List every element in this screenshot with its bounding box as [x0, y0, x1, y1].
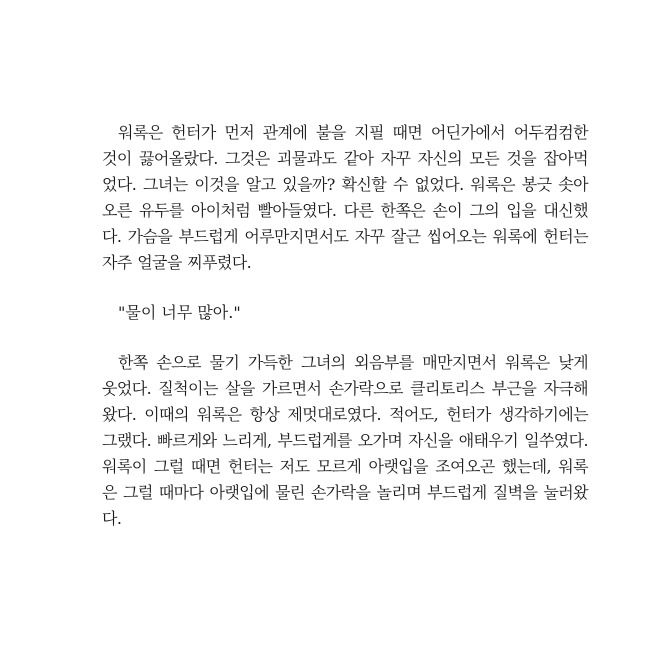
- text-line: 다. 가슴을 부드럽게 어루만지면서도 자꾸 잘근 씹어오는 워록에 헌터는: [102, 227, 588, 246]
- paragraph-gap: [102, 326, 588, 350]
- text-line: 웃었다. 질척이는 살을 가르면서 손가락으로 클리토리스 부근을 자극해: [102, 379, 588, 398]
- text-line: 은 그럴 때마다 아랫입에 물린 손가락을 놀리며 부드럽게 질벽을 눌러왔: [102, 483, 588, 502]
- text-line: 것이 끓어올랐다. 그것은 괴물과도 같아 자꾸 자신의 모든 것을 잡아먹: [102, 149, 588, 168]
- text-line: 다.: [102, 509, 122, 528]
- paragraph-1: [102, 120, 588, 276]
- text-line: 오른 유두를 아이처럼 빨아들였다. 다른 한쪽은 손이 그의 입을 대신했: [102, 201, 588, 220]
- text-line: 워록은 헌터가 먼저 관계에 불을 지필 때면 어딘가에서 어두컴컴한: [118, 123, 588, 142]
- text-line: 자주 얼굴을 찌푸렸다.: [102, 253, 252, 272]
- text-line: 한쪽 손으로 물기 가득한 그녀의 외음부를 매만지면서 워록은 낮게: [118, 353, 588, 372]
- dialogue-line: [102, 300, 588, 326]
- paragraph-3: [102, 350, 588, 532]
- text-line: "물이 너무 많아.": [118, 303, 241, 322]
- document-page: [102, 120, 588, 532]
- text-line: 었다. 그녀는 이것을 알고 있을까? 확신할 수 없었다. 워록은 봉긋 솟아: [102, 175, 588, 194]
- paragraph-gap: [102, 276, 588, 300]
- text-line: 워록이 그럴 때면 헌터는 저도 모르게 아랫입을 조여오곤 했는데, 워록: [102, 457, 588, 476]
- text-line: 그랬다. 빠르게와 느리게, 부드럽게를 오가며 자신을 애태우기 일쑤였다.: [102, 431, 588, 450]
- text-line: 왔다. 이때의 워록은 항상 제멋대로였다. 적어도, 헌터가 생각하기에는: [102, 405, 588, 424]
